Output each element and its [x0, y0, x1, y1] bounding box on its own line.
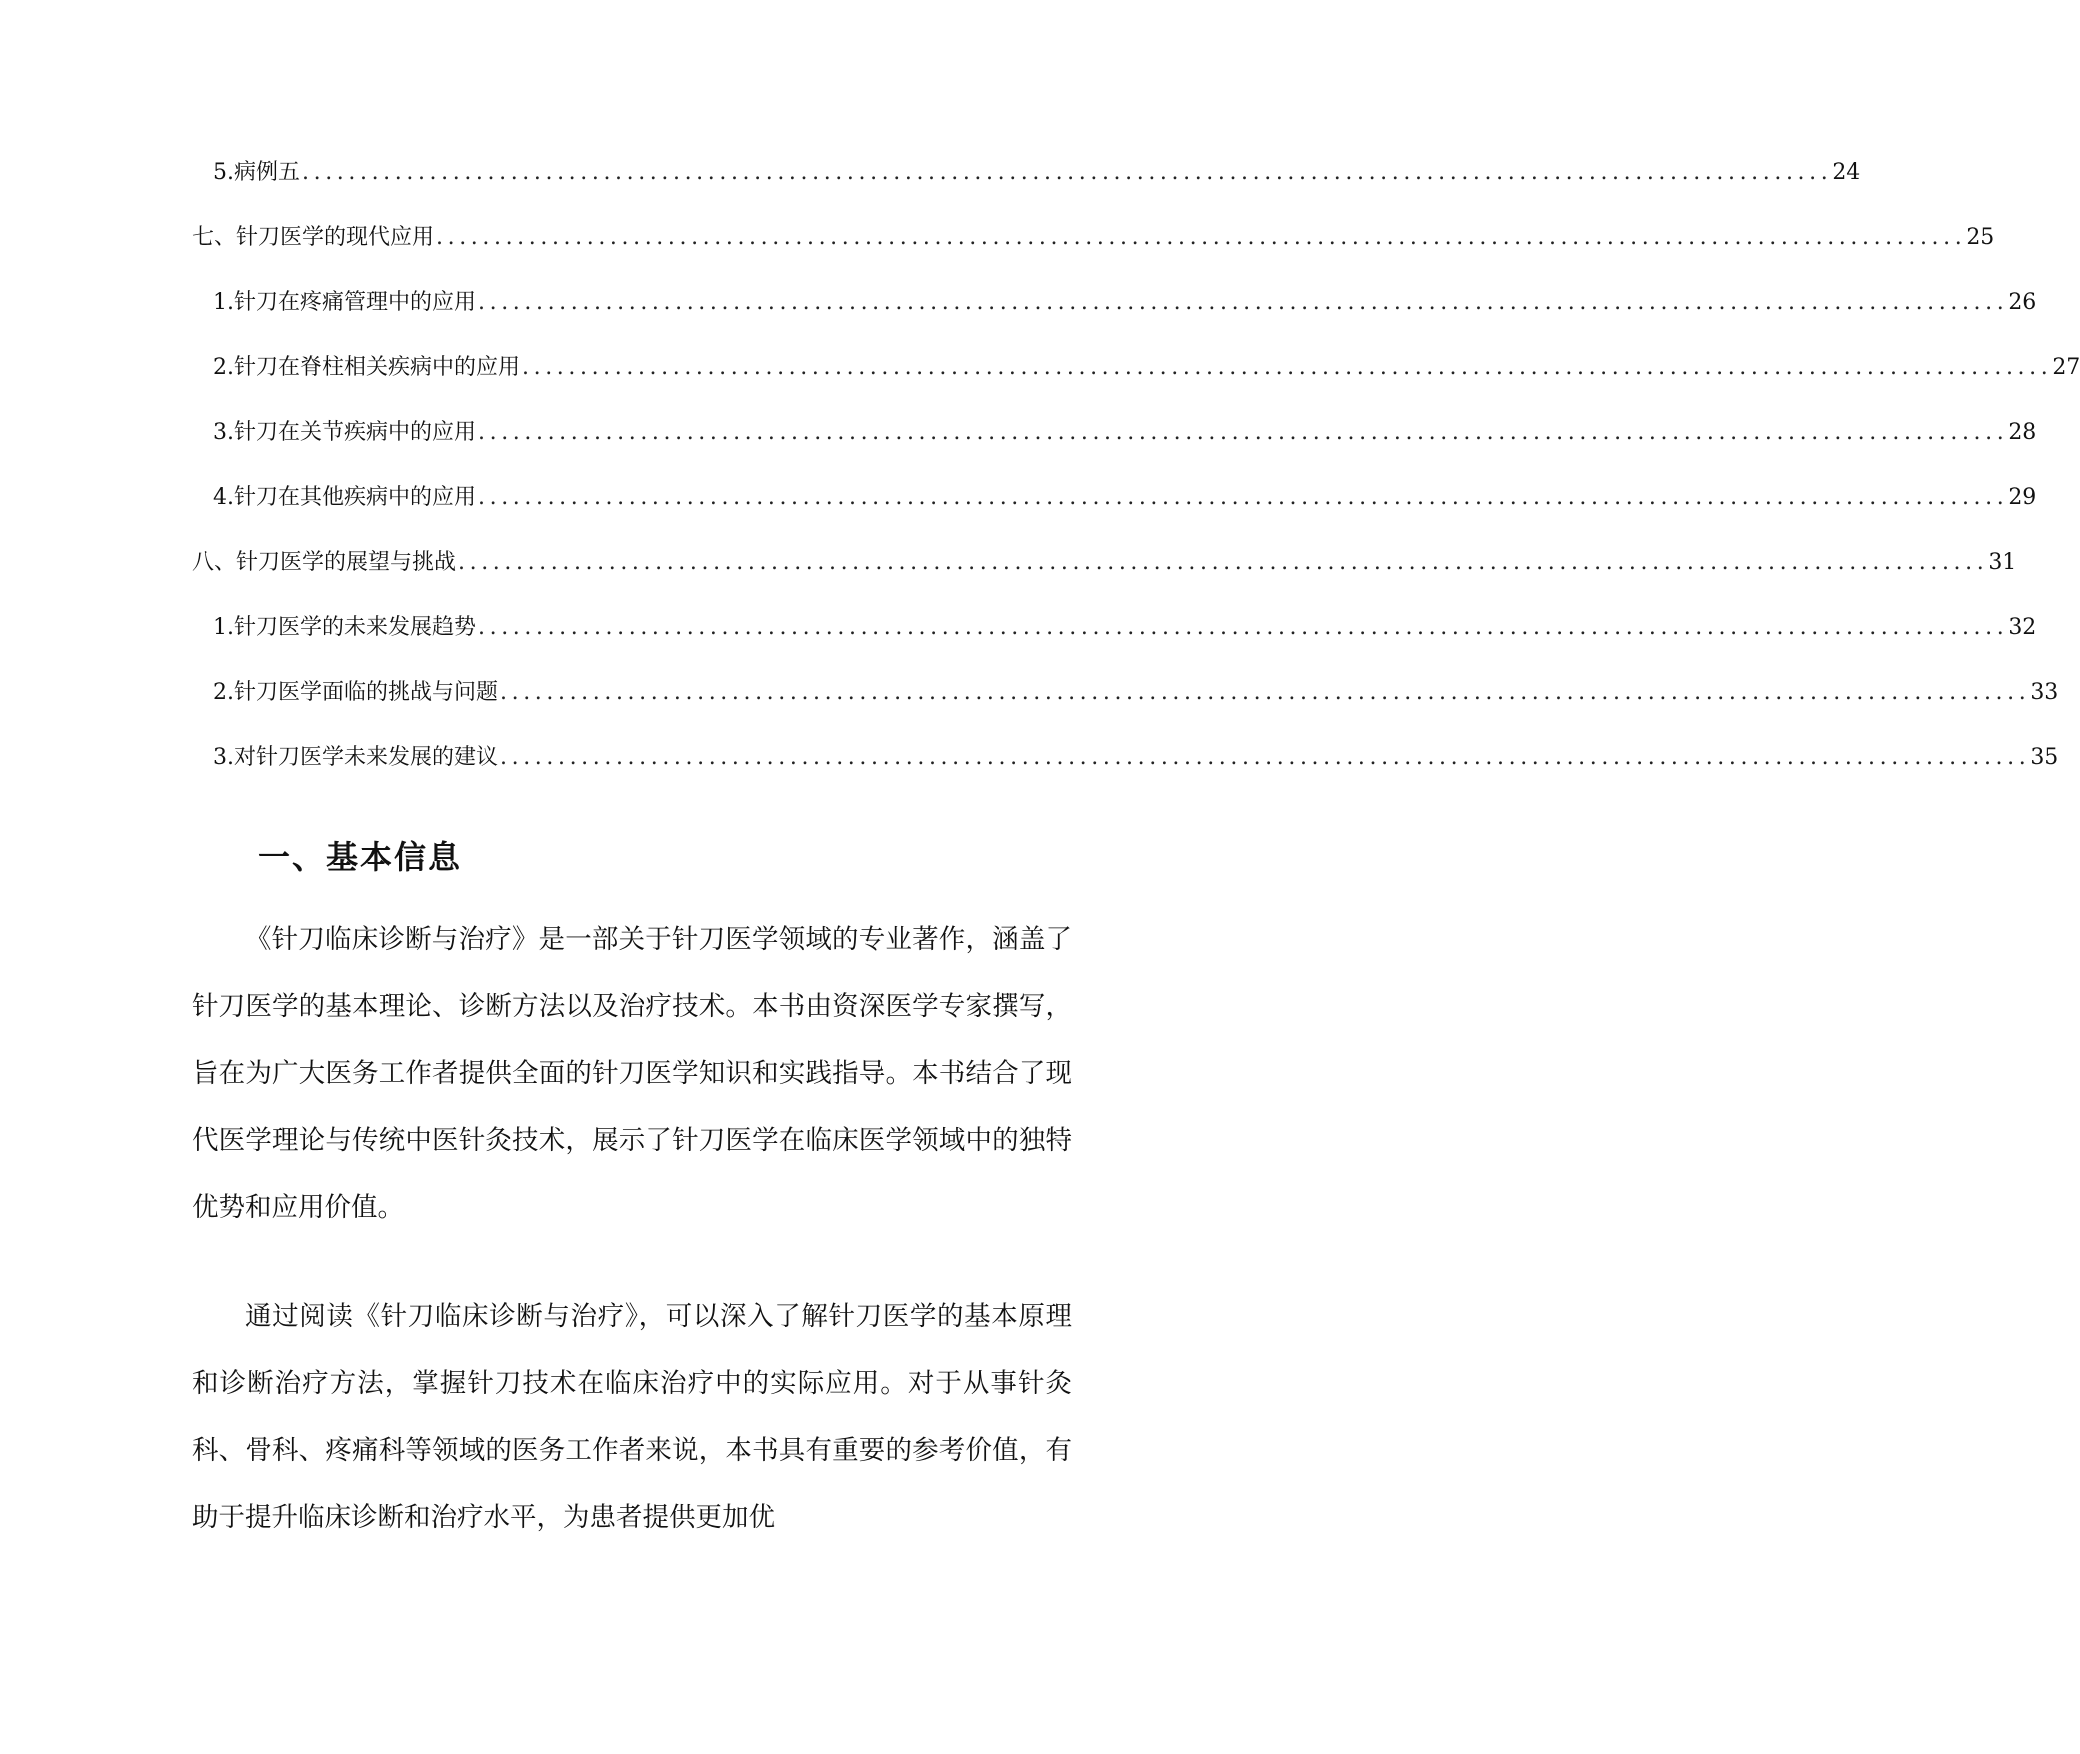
body-paragraph: 通过阅读《针刀临床诊断与治疗》，可以深入了解针刀医学的基本原理和诊断治疗方法，掌握针刀技术在临床治疗中的实际应用。对于从事针灸科、骨科、疼痛科等领域的医务工作者来说，本书具有重要的参考价值，有助于提升临床诊断和治疗水平，为患者提供更加优: [192, 1301, 1072, 1533]
toc-entry-page: 29: [2008, 485, 2037, 510]
toc-entry-number: 1.: [213, 615, 234, 640]
body-paragraph: 《针刀临床诊断与治疗》是一部关于针刀医学领域的专业著作，涵盖了针刀医学的基本理论、诊断方法以及治疗技术。本书由资深医学专家撰写，旨在为广大医务工作者提供全面的针刀医学知识和实践指导。本书结合了现代医学理论与传统中医针灸技术，展示了针刀医学在临床医学领域中的独特优势和应用价值。: [192, 924, 1072, 1223]
toc-leader-dots: ....................................................................................................................................: [478, 290, 2009, 315]
toc-entry-title: 针刀在其他疾病中的应用: [234, 485, 477, 510]
toc-entry[interactable]: [213, 667, 2059, 707]
section-heading: 一、基本信息: [258, 838, 463, 876]
toc-entry-number: 4.: [213, 485, 234, 510]
toc-entry-page: 24: [1832, 160, 1861, 185]
toc-entry-page: 33: [2030, 680, 2059, 705]
toc-entry[interactable]: [213, 147, 1861, 187]
toc-entry-title: 七、针刀医学的现代应用: [192, 225, 435, 250]
toc-entry[interactable]: [213, 407, 2037, 447]
toc-leader-dots: ....................................................................................................................................: [478, 615, 2009, 640]
toc-entry-page: 27: [2052, 355, 2080, 380]
toc-entry-title: 针刀医学的未来发展趋势: [234, 615, 477, 640]
toc-entry-title: 针刀在关节疾病中的应用: [234, 420, 477, 445]
toc-entry-number: 5.: [213, 160, 234, 185]
toc-entry-page: 31: [1988, 550, 2017, 575]
toc-leader-dots: ....................................................................................................................................: [522, 355, 2053, 380]
toc-entry-number: 2.: [213, 680, 234, 705]
toc-entry-title: 八、针刀医学的展望与挑战: [192, 550, 457, 575]
toc-leader-dots: ....................................................................................................................................: [500, 745, 2031, 770]
toc-entry-title: 针刀医学面临的挑战与问题: [234, 680, 499, 705]
toc-entry-number: 1.: [213, 290, 234, 315]
toc-entry-page: 32: [2008, 615, 2037, 640]
toc-entry[interactable]: [192, 537, 2017, 577]
toc-entry[interactable]: [213, 602, 2037, 642]
toc-entry[interactable]: [213, 277, 2037, 317]
toc-entry-title: 对针刀医学未来发展的建议: [234, 745, 499, 770]
toc-leader-dots: ....................................................................................................................................: [458, 550, 1989, 575]
toc-leader-dots: ....................................................................................................................................: [478, 420, 2009, 445]
toc-entry-number: 3.: [213, 420, 234, 445]
toc-entry[interactable]: [213, 472, 2037, 512]
toc-leader-dots: ....................................................................................................................................: [500, 680, 2031, 705]
toc-entry-title: 针刀在疼痛管理中的应用: [234, 290, 477, 315]
toc-entry-page: 35: [2030, 745, 2059, 770]
toc-entry-page: 25: [1966, 225, 1995, 250]
toc-leader-dots: ....................................................................................................................................: [436, 225, 1967, 250]
toc-entry-page: 28: [2008, 420, 2037, 445]
toc-entry-number: 3.: [213, 745, 234, 770]
toc-leader-dots: ....................................................................................................................................: [302, 160, 1833, 185]
toc-entry[interactable]: [213, 732, 2059, 772]
toc-entry-title: 针刀在脊柱相关疾病中的应用: [234, 355, 521, 380]
toc-entry[interactable]: [213, 342, 2080, 382]
toc-entry-number: 2.: [213, 355, 234, 380]
toc-leader-dots: ....................................................................................................................................: [478, 485, 2009, 510]
toc-entry-title: 病例五: [234, 160, 301, 185]
toc-entry-page: 26: [2008, 290, 2037, 315]
toc-entry[interactable]: [192, 212, 1995, 252]
